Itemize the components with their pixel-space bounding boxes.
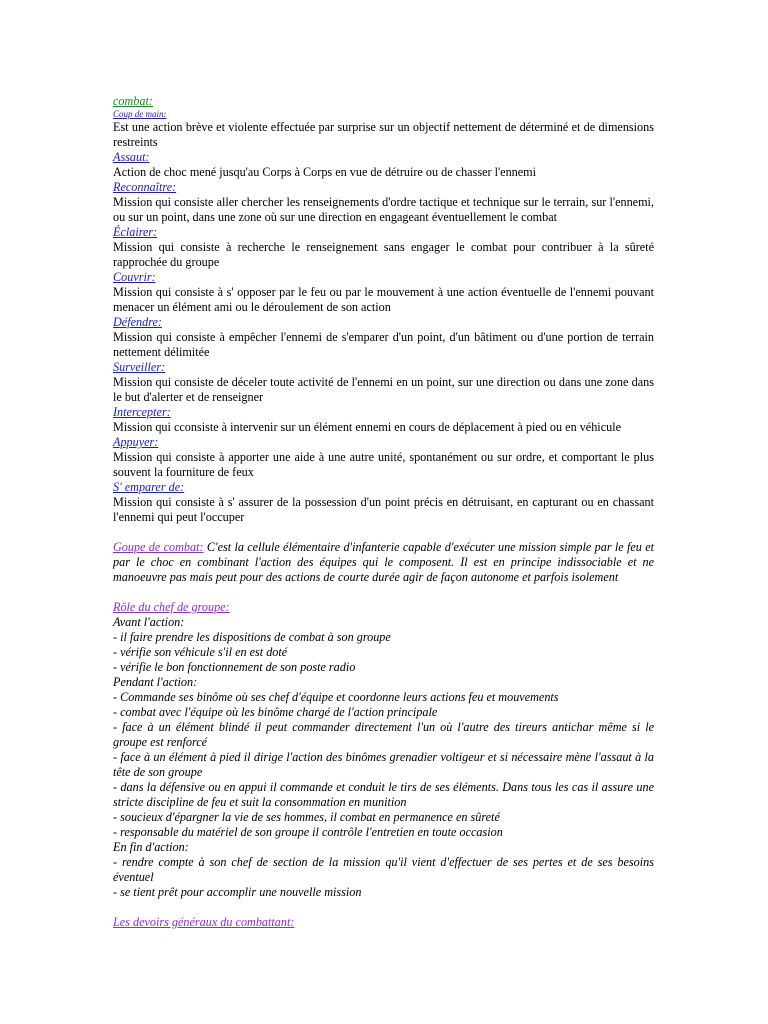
- list-item: En fin d'action:: [113, 840, 189, 854]
- definition-s-emparer: Mission qui consiste à s' assurer de la possession d'un point précis en détruisant, en capturant ou en chassant l'ennemi qui peut l'occuper: [113, 495, 654, 524]
- term-eclairer[interactable]: Éclairer:: [113, 225, 158, 239]
- groupe-de-combat-text: C'est la cellule élémentaire d'infanterie capable d'exécuter une mission simple par le feu et par le choc en combinant l'action des équipes qui le composent. Il est en principe indissociable et ne manoeuvre pas mais peut pour des actions de courte durée agir de façon autonome et parfois isolement: [113, 540, 654, 584]
- spacer: [113, 525, 654, 540]
- definition-eclairer: Mission qui consiste à recherche le renseignement sans engager le combat pour contribuer à la sûreté rapprochée du groupe: [113, 240, 654, 269]
- term-defendre[interactable]: Défendre:: [113, 315, 162, 329]
- term-reconnaitre[interactable]: Reconnaître:: [113, 180, 177, 194]
- term-groupe-de-combat[interactable]: Goupe de combat:: [113, 540, 204, 554]
- definition-reconnaitre: Mission qui consiste aller chercher les renseignements d'ordre tactique et technique sur le terrain, sur l'ennemi, ou sur un point, dans une zone où sur une direction en engageant éventuellement le combat: [113, 195, 654, 224]
- document-body: [113, 94, 654, 930]
- term-coup-de-main[interactable]: Coup de main:: [113, 109, 167, 119]
- list-item: Avant l'action:: [113, 615, 185, 629]
- definition-appuyer: Mission qui consiste à apporter une aide à une autre unité, spontanément ou sur ordre, et comportant le plus souvent la fourniture de feux: [113, 450, 654, 479]
- term-intercepter[interactable]: Intercepter:: [113, 405, 171, 419]
- definition-surveiller: Mission qui consiste de déceler toute activité de l'ennemi en un point, sur une direction ou dans une zone dans le but d'alerter et de renseigner: [113, 375, 654, 404]
- list-item: Pendant l'action:: [113, 675, 198, 689]
- spacer: [113, 900, 654, 915]
- list-item: - vérifie le bon fonctionnement de son poste radio: [113, 660, 356, 674]
- list-item: - dans la défensive ou en appui il commande et conduit le tirs de ses éléments. Dans tous les cas il assure une stricte discipline de feu et suit la consommation en munition: [113, 780, 654, 809]
- definition-defendre: Mission qui consiste à empêcher l'ennemi de s'emparer d'un point, d'un bâtiment ou d'une portion de terrain nettement délimitée: [113, 330, 654, 359]
- list-item: - combat avec l'équipe où les binôme chargé de l'action principale: [113, 705, 438, 719]
- list-item: - Commande ses binôme où ses chef d'équipe et coordonne leurs actions feu et mouvements: [113, 690, 559, 704]
- list-item: - face à un élément blindé il peut commander directement l'un où l'autre des tireurs antichar même si le groupe est renforcé: [113, 720, 654, 749]
- term-couvrir[interactable]: Couvrir:: [113, 270, 156, 284]
- heading-combat[interactable]: combat:: [113, 94, 153, 108]
- role-list: [113, 615, 654, 900]
- list-item: - vérifie son véhicule s'il en est doté: [113, 645, 288, 659]
- term-assaut[interactable]: Assaut:: [113, 150, 150, 164]
- term-appuyer[interactable]: Appuyer:: [113, 435, 159, 449]
- list-item: - se tient prêt pour accomplir une nouvelle mission: [113, 885, 362, 899]
- term-role-chef-de-groupe[interactable]: Rôle du chef de groupe:: [113, 600, 230, 614]
- list-item: - rendre compte à son chef de section de la mission qu'il vient d'effectuer de ses pertes et de ses besoins éventuel: [113, 855, 654, 884]
- definition-couvrir: Mission qui consiste à s' opposer par le feu ou par le mouvement à une action éventuelle de l'ennemi pouvant menacer un élément ami ou le déroulement de son action: [113, 285, 654, 314]
- definition-assaut: Action de choc mené jusqu'au Corps à Corps en vue de détruire ou de chasser l'ennemi: [113, 165, 537, 179]
- definition-coup-de-main: Est une action brève et violente effectuée par surprise sur un objectif nettement de déterminé et de dimensions restreints: [113, 120, 654, 149]
- term-devoirs-generaux[interactable]: Les devoirs généraux du combattant:: [113, 915, 295, 929]
- list-item: - responsable du matériel de son groupe il contrôle l'entretien en toute occasion: [113, 825, 503, 839]
- term-surveiller[interactable]: Surveiller:: [113, 360, 166, 374]
- list-item: - soucieux d'épargner la vie de ses hommes, il combat en permanence en sûreté: [113, 810, 500, 824]
- term-s-emparer[interactable]: S' emparer de:: [113, 480, 185, 494]
- list-item: - il faire prendre les dispositions de combat à son groupe: [113, 630, 391, 644]
- list-item: - face à un élément à pied il dirige l'action des binômes grenadier voltigeur et si nécessaire mène l'assaut à la tête de son groupe: [113, 750, 654, 779]
- definition-intercepter: Mission qui cconsiste à intervenir sur un élément ennemi en cours de déplacement à pied ou en véhicule: [113, 420, 621, 434]
- groupe-de-combat-paragraph: [113, 540, 654, 585]
- spacer: [113, 585, 654, 600]
